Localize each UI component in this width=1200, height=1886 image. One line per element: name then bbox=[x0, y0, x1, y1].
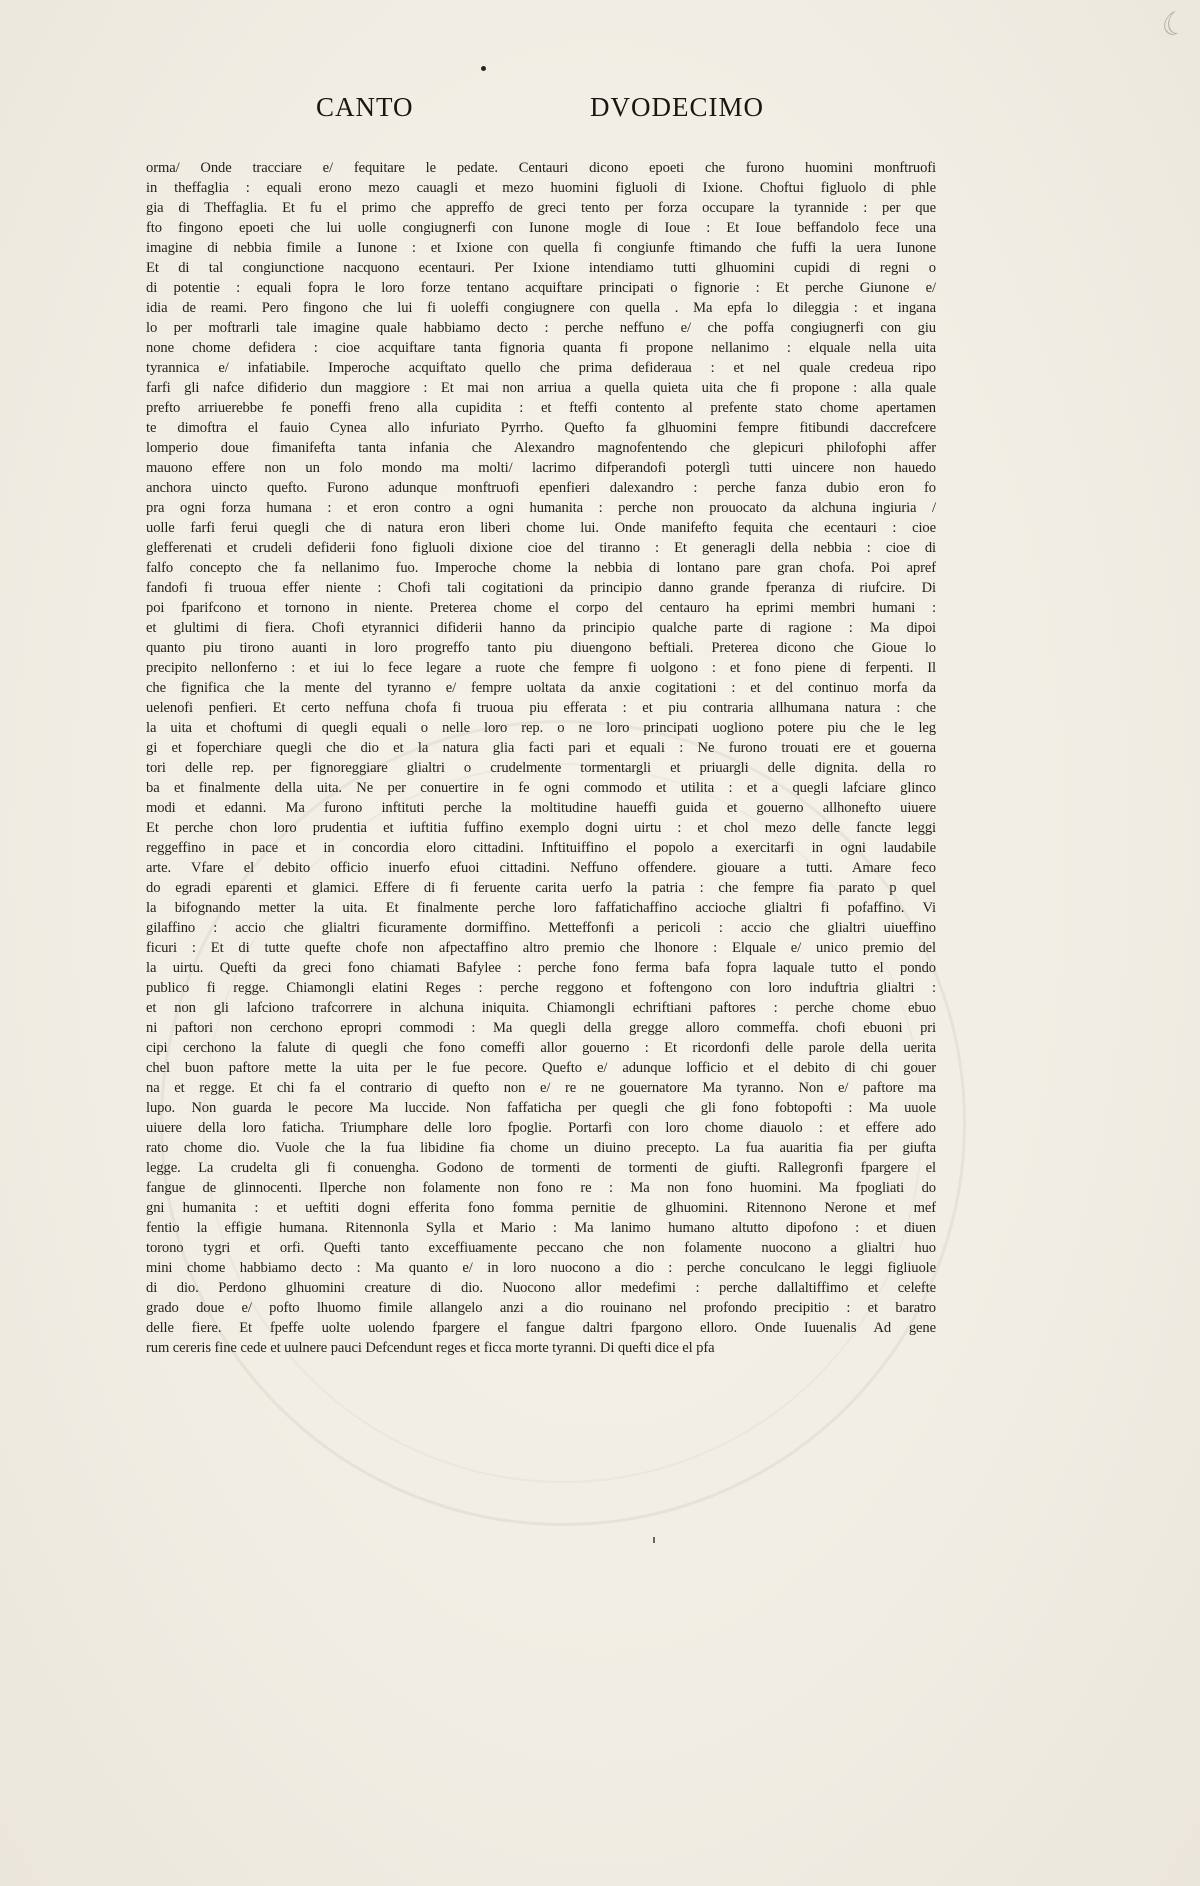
text-line: chel buon paftore mette la uita per le fue pecore. Quefto e/ adunque lofficio et el debito di chi gouer bbox=[146, 1060, 936, 1076]
text-line: gia di Theffaglia. Et fu el primo che appreffo de greci tento per forza occupare la tyrannide : per que bbox=[146, 200, 936, 216]
text-line: prefto arriuerebbe fe poneffi freno alla cupidita : et fteffi contento al prefente stato chome apertamen bbox=[146, 400, 936, 416]
text-line: cipi cerchono la falute di quegli che fono comeffi allor gouerno : Et ricordonfi delle parole della uerita bbox=[146, 1040, 936, 1056]
text-line: fangue de glinnocenti. Ilperche non folamente non fono re : Ma non fono huomini. Ma fpogliati do bbox=[146, 1180, 936, 1196]
text-line: rato chome dio. Vuole che la fua libidine fia chome un diuino precepto. La fua auaritia fia per giufta bbox=[146, 1140, 936, 1156]
text-line: tyrannica e/ infatiabile. Imperoche acquiftato quello che prima defideraua : et nel quale credeua ripo bbox=[146, 360, 936, 376]
text-line: la bifognando metter la uita. Et finalmente perche loro faffatichaffino accioche glialtri fi pofaffino. Vi bbox=[146, 900, 936, 916]
text-line: ficuri : Et di tutte quefte chofe non afpectaffino altro premio che lhonore : Elquale e/ unico premio del bbox=[146, 940, 936, 956]
text-line: Et perche chon loro prudentia et iuftitia fuffino exemplo dogni uirtu : et chol mezo delle fancte leggi bbox=[146, 820, 936, 836]
ornament-dot-icon bbox=[481, 66, 486, 71]
text-line: uolle farfi ferui quegli che di natura eron liberi chome lui. Onde manifefto fequita che ecentauri : cioe bbox=[146, 520, 936, 536]
text-line: fentio la effigie humana. Ritennonla Sylla et Mario : Ma lanimo humano altutto dipofono : et diuen bbox=[146, 1220, 936, 1236]
text-line: fandofi fi truoua effer niente : Chofi tali cogitationi da principio danno grande fperanza di riufcire. Di bbox=[146, 580, 936, 596]
running-head-right: DVODECIMO bbox=[590, 92, 764, 122]
text-line: te dimoftra el fauio Cynea allo infuriato Pyrrho. Quefto fa glhuomini fempre fitibundi daccrefcere bbox=[146, 420, 936, 436]
text-line: precipito nellonferno : et iui lo fece legare a ruote che fempre fi uolgono : et fono piene di ferpenti. Il bbox=[146, 660, 936, 676]
text-line: uiuere della loro faticha. Triumphare delle loro fpoglie. Portarfi con loro chome diauolo : et effere ado bbox=[146, 1120, 936, 1136]
text-line: in theffaglia : equali erono mezo cauagli et mezo huomini figluoli di Ixione. Choftui figluolo di phle bbox=[146, 180, 936, 196]
text-line: di potentie : equali fopra le loro forze tentano acquiftare principati o fignorie : Et perche Giunone e/ bbox=[146, 280, 936, 296]
text-line: uelenofi penfieri. Et certo neffuna chofa fi truoua piu efferata : et piu contraria allhumana natura : che bbox=[146, 700, 936, 716]
corner-mark-icon: ☾ bbox=[1153, 4, 1192, 47]
text-line: ba et finalmente della uita. Ne per conuertire in fe ogni commodo et utilita : et a quegli lafciare glinco bbox=[146, 780, 936, 796]
text-line: rum cereris fine cede et uulnere pauci Defcendunt reges et ficca morte tyranni. Di quefti dice el pfa bbox=[146, 1340, 715, 1356]
text-line: tori delle rep. per fignoreggiare glialtri o crudelmente tormentargli et priuargli delle dignita. della ro bbox=[146, 760, 936, 776]
text-line: modi et edanni. Ma furono inftituti perche la moltitudine haueffi guida et gouerno allhonefto uiuere bbox=[146, 800, 936, 816]
text-line: legge. La crudelta gli fi conuengha. Godono de tormenti de tormenti de giufti. Rallegronfi fpargere el bbox=[146, 1160, 936, 1176]
text-line: che fignifica che la mente del tyranno e/ fempre uoltata da anxie cogitationi : et del continuo morfa da bbox=[146, 680, 936, 696]
text-line: gilaffino : accio che glialtri ficuramente dormiffino. Metteffonfi a pericoli : accio che glialtri uiueffino bbox=[146, 920, 936, 936]
text-line: Et di tal congiunctione nacquono ecentauri. Per Ixione intendiamo tutti glhuomini cupidi di regni o bbox=[146, 260, 936, 276]
text-line: arte. Vfare el debito officio inuerfo efuoi cittadini. Neffuno offendere. giouare a tutti. Amare feco bbox=[146, 860, 936, 876]
text-line: na et regge. Et chi fa el contrario di quefto non e/ re ne gouernatore Ma tyranno. Non e/ paftore ma bbox=[146, 1080, 936, 1096]
text-line: mini chome habbiamo decto : Ma quanto e/ in loro nuocono a dio : perche conculcano le leggi figliuole bbox=[146, 1260, 936, 1276]
text-line: di dio. Perdono glhuomini creature di dio. Nuocono allor medefimi : perche dallaltiffimo et celefte bbox=[146, 1280, 936, 1296]
running-head bbox=[0, 92, 1200, 132]
text-line: gi et foperchiare quegli che dio et la natura glia facti pari et equali : Ne furono trouati ere et gouerna bbox=[146, 740, 936, 756]
text-line: gni humanita : et ueftiti dogni efferita fono fomma pernitie de glhuomini. Ritennono Nerone et mef bbox=[146, 1200, 936, 1216]
text-line: glefferenati et crudeli defiderii fono figluoli dixione cioe del tiranno : Et generagli della nebbia : cioe di bbox=[146, 540, 936, 556]
text-line: quanto piu tirono auanti in loro progreffo tanto piu diuengono beftiali. Preterea dicono che Gioue lo bbox=[146, 640, 936, 656]
text-line: falfo concepto che fa nellanimo fuo. Imperoche chome la nebbia di lontano pare gran chofa. Poi apref bbox=[146, 560, 936, 576]
text-line: fto fingono epoeti che lui uolle congiugnerfi con Iunone mogle di Ioue : Et Ioue beffandolo fece una bbox=[146, 220, 936, 236]
text-line: do egradi eparenti et glamici. Effere di fi feruente carita uerfo la patria : che fempre fia parato p quel bbox=[146, 880, 936, 896]
text-line: reggeffino in pace et in concordia eloro cittadini. Inftituiffino el popolo a exercitarfi in ogni laudabile bbox=[146, 840, 936, 856]
text-line: delle fiere. Et fpeffe uolte uolendo fpargere el fangue daltri fpargono elloro. Onde Iuuenalis Ad gene bbox=[146, 1320, 936, 1336]
text-line: anchora uincto quefto. Furono adunque monftruofi epenfieri dalexandro : perche fanza dubio eron fo bbox=[146, 480, 936, 496]
text-line: et non gli lafciono trafcorrere in alchuna iniquita. Chiamongli echriftiani paftores : perche chome ebuo bbox=[146, 1000, 936, 1016]
text-line: mauono effere non un folo mondo ma molti/ lacrimo difperandofi poterglì tutti uincere non hauedo bbox=[146, 460, 936, 476]
text-line: pra ogni forza humana : et eron contro a ogni humanita : perche non prouocato da alchuna ingiuria / bbox=[146, 500, 936, 516]
text-line: idia de reami. Pero fingono che lui fi uoleffi congiugnere con quella . Ma epfa lo dileggia : et ingana bbox=[146, 300, 936, 316]
printer-mark-icon bbox=[653, 1537, 655, 1543]
text-line: orma/ Onde tracciare e/ fequitare le pedate. Centauri dicono epoeti che furono huomini monftruofi bbox=[146, 160, 936, 176]
text-line: et glultimi di fiera. Chofi etyrannici difiderii hanno da principio qualche parte di ragione : Ma dipoi bbox=[146, 620, 936, 636]
running-head-left: CANTO bbox=[316, 92, 414, 122]
text-line: lo per moftrarli tale imagine quale habbiamo decto : perche neffuno e/ che poffa congiugnerfi con giu bbox=[146, 320, 936, 336]
text-line: grado doue e/ pofto lhuomo fimile allangelo anzi a dio rouinano nel profondo precipitio : et baratro bbox=[146, 1300, 936, 1316]
text-line: imagine di nebbia fimile a Iunone : et Ixione con quella fi congiunfe ftimando che fuffi la uera Iunone bbox=[146, 240, 936, 256]
text-line: lomperio doue fimanifefta tanta infania che Alexandro magnofentendo che glepicuri philofophi affer bbox=[146, 440, 936, 456]
body-text bbox=[146, 158, 936, 1358]
text-line: torono tygri et orfi. Quefti tanto exceffiuamente peccano che non folamente nuocono a glialtri huo bbox=[146, 1240, 936, 1256]
text-line: farfi gli nafce difiderio dun maggiore : Et mai non arriua a quella quieta uita che fi propone : alla quale bbox=[146, 380, 936, 396]
text-line: publico fi regge. Chiamongli elatini Reges : perche reggono et foftengono con loro induftria glialtri : bbox=[146, 980, 936, 996]
text-line: lupo. Non guarda le pecore Ma luccide. Non faffaticha per quegli che gli fono fobtopofti : Ma uuole bbox=[146, 1100, 936, 1116]
text-line: la uita et choftumi di quegli equali o nelle loro rep. o ne loro principati uogliono potere piu che le leg bbox=[146, 720, 936, 736]
text-line: none chome defidera : cioe acquiftare tanta fignoria quanta fi propone nellanimo : elquale nella uita bbox=[146, 340, 936, 356]
text-line: poi fparifcono et tornono in niente. Preterea chome el corpo del centauro ha eprimi membri humani : bbox=[146, 600, 936, 616]
text-line: la uirtu. Quefti da greci fono chiamati Bafylee : perche fono ferma bafa fopra laquale tutto el pondo bbox=[146, 960, 936, 976]
text-line: ni paftori non cerchono epropri commodi : Ma quegli della gregge alloro commeffa. chofi ebuoni pri bbox=[146, 1020, 936, 1036]
